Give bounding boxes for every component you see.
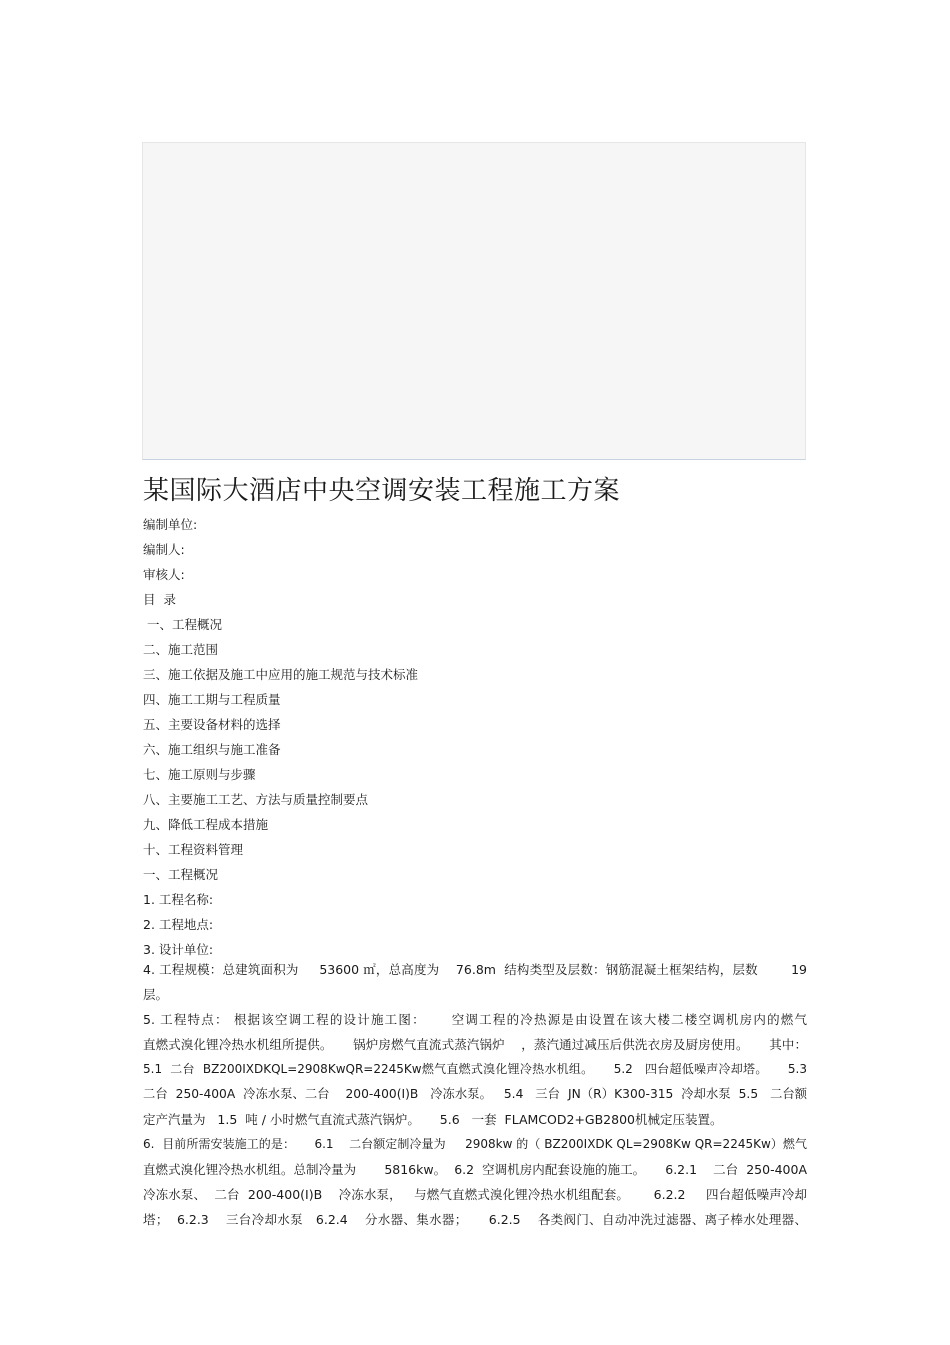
item-project-features: 5. 工程特点： 根据该空调工程的设计施工图： 空调工程的冷热源是由设置在该大楼二楼空调机房内的燃气 直燃式溴化锂冷热水机组所提供。 锅炉房燃气直流式蒸汽锅炉 ，蒸汽通过减压后供洗衣房及厨房使用。 其中： 5.1 二台 BZ200IXDKQL=2908KwQR=2245Kw燃气直燃式溴化锂冷热水机组。 5.2 四台超低噪声冷却塔。 5.3 二台 250-400A 冷冻水泵、二台 200-400(I)B 冷冻水泵。 5.4 三台 JN（R）K300-315 冷却水泵 5.5 二台额 定产汽量为 1.5 吨 / 小时燃气直流式蒸汽锅炉。 5.6 一套 FLAMCOD2+GB2800机械定压装置。 [143,1012,807,1127]
meta-reviewer: 审核人: [143,567,185,582]
toc-item: 四、施工工期与工程质量 [143,692,281,707]
item-project-location: 2. 工程地点: [143,917,214,932]
toc-item: 一、工程概况 [143,617,222,632]
cover-image-placeholder [142,142,806,460]
toc-item: 九、降低工程成本措施 [143,817,269,832]
toc-item: 二、施工范围 [143,642,219,657]
front-matter [143,512,807,962]
item-design-unit: 3. 设计单位: [143,942,214,957]
section-heading: 一、工程概况 [143,867,219,882]
toc-item: 十、工程资料管理 [143,842,244,857]
toc-heading: 目 录 [143,592,176,607]
toc-item: 八、主要施工工艺、方法与质量控制要点 [143,792,369,807]
meta-compile-unit: 编制单位: [143,517,198,532]
item-project-name: 1. 工程名称: [143,892,214,907]
document-title: 某国际大酒店中央空调安装工程施工方案 [143,476,621,506]
meta-compiler: 编制人: [143,542,185,557]
toc-item: 三、施工依据及施工中应用的施工规范与技术标准 [143,667,419,682]
item-current-installation: 6. 目前所需安装施工的是： 6.1 二台额定制冷量为 2908kw 的（ BZ200IXDK QL=2908Kw QR=2245Kw）燃气 直燃式溴化锂冷热水机组。总制冷量为 5816kw。 6.2 空调机房内配套设施的施工。 6.2.1 二台 250-400A 冷冻水泵、 二台 200-400(I)B 冷冻水泵， 与燃气直燃式溴化锂冷热水机组配套。 6.2.2 四台超低噪声冷却 塔； 6.2.3 三台冷却水泵 6.2.4 分水器、集水器； 6.2.5 各类阀门、自动冲洗过滤器、离子棒水处理器、 [143,1137,807,1227]
toc-item: 七、施工原则与步骤 [143,767,256,782]
toc-item: 五、主要设备材料的选择 [143,717,281,732]
toc-item: 六、施工组织与施工准备 [143,742,281,757]
item-project-scale: 4. 工程规模：总建筑面积为 53600 ㎡，总高度为 76.8m 结构类型及层数：钢筋混凝土框架结构，层数 19 层。 [143,962,807,1002]
